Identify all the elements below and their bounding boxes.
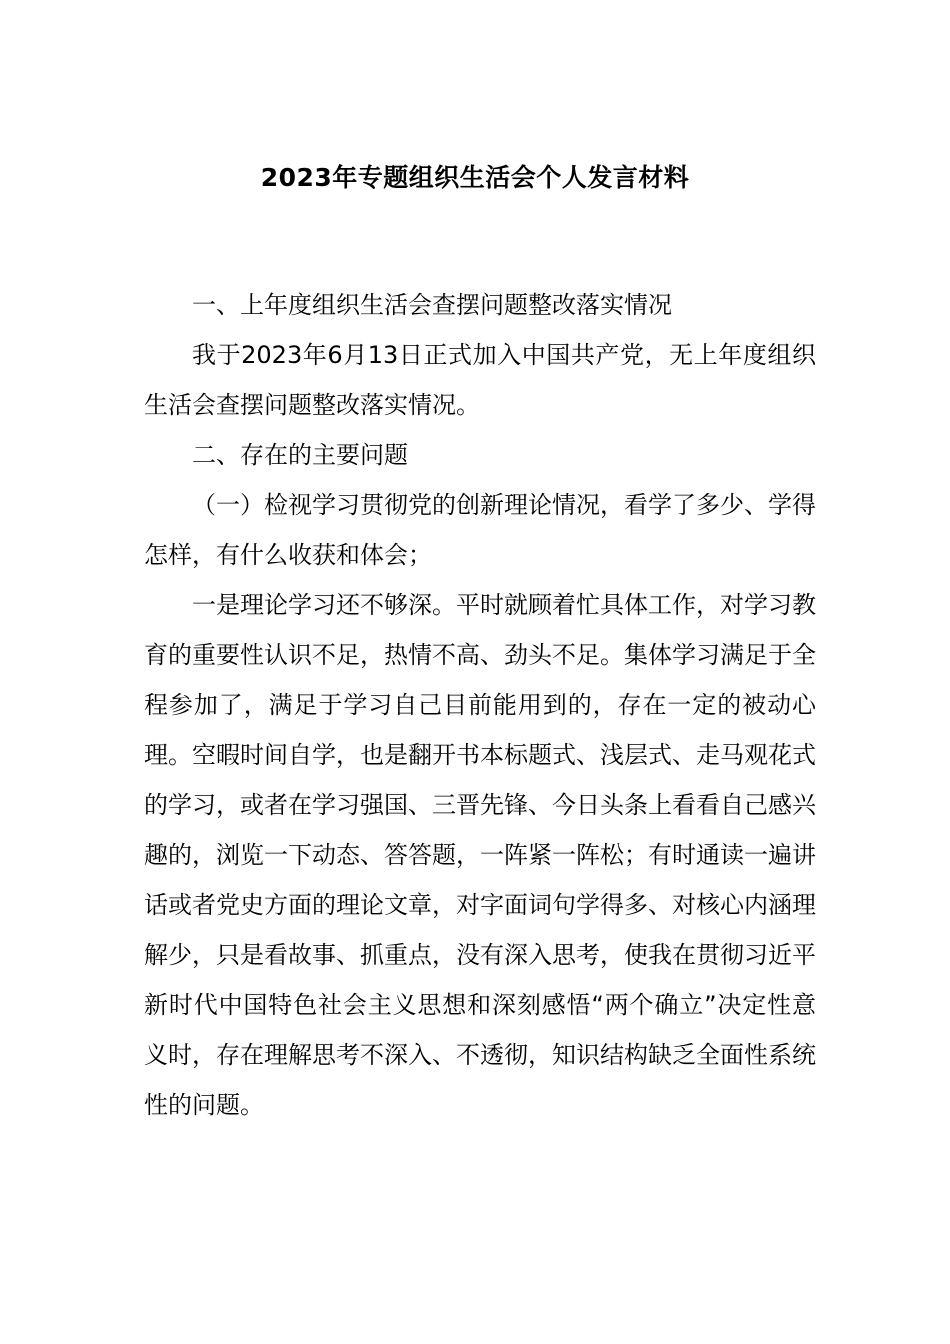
subsection-heading-1: （一）检视学习贯彻党的创新理论情况，看学了多少、学得怎样，有什么收获和体会； bbox=[144, 491, 816, 569]
document-title: 2023年专题组织生活会个人发言材料 bbox=[260, 163, 690, 192]
paragraph-2: 一是理论学习还不够深。平时就顾着忙具体工作，对学习教育的重要性认识不足，热情不高、劲头不足。集体学习满足于全程参加了，满足于学习自己目前能用到的，存在一定的被动心理。空暇时间自学，也是翻开书本标题式、浅层式、走马观花式的学习，或者在学习强国、三晋先锋、今日头条上看看自己感兴趣的，浏览一下动态、答答题，一阵紧一阵松；有时通读一遍讲话或者党史方面的理论文章，对字面词句学得多、对核心内涵理解少，只是看故事、抓重点，没有深入思考，使我在贯彻习近平新时代中国特色社会主义思想和深刻感悟“两个确立”决定性意义时，存在理解思考不深入、不透彻，知识结构缺乏全面性系统性的问题。 bbox=[144, 591, 816, 1119]
section-heading-1: 一、上年度组织生活会查摆问题整改落实情况 bbox=[192, 291, 672, 319]
document-body bbox=[144, 280, 816, 1130]
paragraph-1: 我于2023年6月13日正式加入中国共产党，无上年度组织生活会查摆问题整改落实情况。 bbox=[144, 341, 816, 419]
section-heading-2: 二、存在的主要问题 bbox=[192, 441, 408, 469]
